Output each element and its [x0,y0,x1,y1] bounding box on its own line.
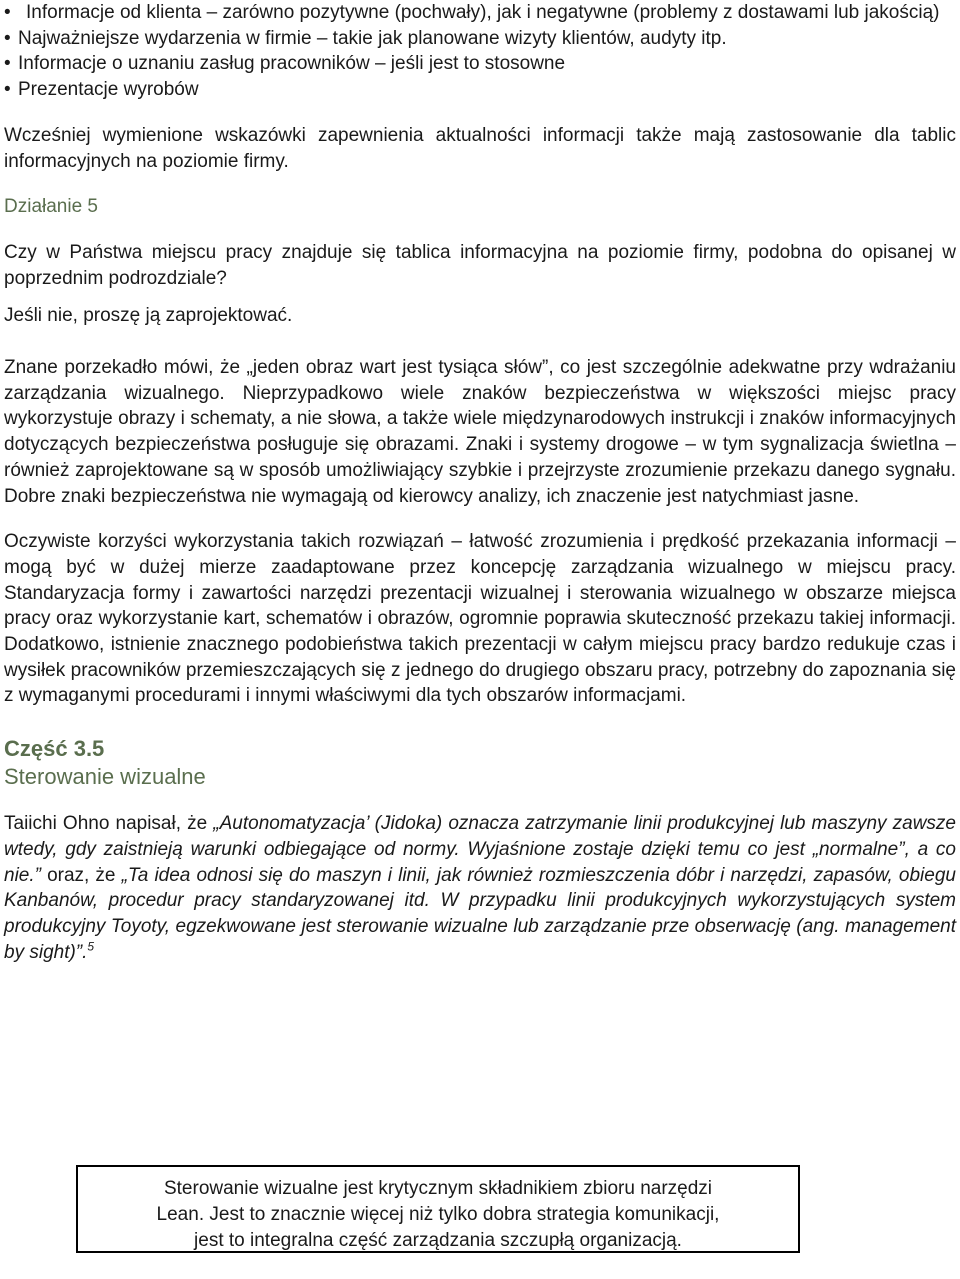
list-item-text: Informacje od klienta – zarówno pozytywne (pochwały), jak i negatywne (problemy z dostawami lub jakością) [26,2,940,23]
box-line: Lean. Jest to znacznie więcej niż tylko dobra strategia komunikacji, [156,1204,720,1225]
ohno-middle: oraz, że [40,864,122,886]
ohno-quote-paragraph [4,811,956,965]
action-question: Czy w Państwa miejscu pracy znajduje się tablica informacyjna na poziomie firmy, podobna do opisanej w poprzednim podrozdziale? [4,241,956,289]
footnote-marker: 5 [87,939,95,954]
bullet-icon: • [4,2,11,23]
bullet-icon: • [4,27,11,49]
action-heading: Działanie 5 [4,196,98,218]
list-item [4,0,956,26]
saying-paragraph: Znane porzekadło mówi, że „jeden obraz wart jest tysiąca słów”, co jest szczególnie adekwatne przy wdrażaniu zarządzania wizualnego. Nieprzypadkowo wiele znaków bezpieczeństwa w większości miejsc pracy wykorzystuje obrazy i schematy, a nie słowa, a także wiele międzynarodowych instrukcji i znaków informacyjnych dotyczących bezpieczeństwa posługuje się obrazami. Znaki i systemy drogowe – w tym sygnalizacja świetlna – również zaprojektowane są w sposób umożliwiający szybkie i przejrzyste zrozumienie przekazu danego sygnału. Dobre znaki bezpieczeństwa nie wymagają od kierowcy analizy, ich znaczenie jest natychmiast jasne. [4,357,956,507]
list-item [4,26,956,52]
list-item-text: Prezentacje wyrobów [18,79,199,101]
intro-paragraph: Wcześniej wymienione wskazówki zapewnienia aktualności informacji także mają zastosowanie dla tablic informacyjnych na poziomie firmy. [4,124,956,172]
ohno-lead: Taiichi Ohno napisał, że [4,813,214,835]
list-item [4,77,956,103]
box-line: Sterowanie wizualne jest krytycznym składnikiem zbioru narzędzi [163,1178,713,1199]
action-instruction: Jeśli nie, proszę ją zaprojektować. [4,305,293,327]
box-line: jest to integralna część zarządzania szczupłą organizacją. [194,1230,682,1251]
list-item [4,51,956,77]
list-item-text: Informacje o uznaniu zasług pracowników – jeśli jest to stosowne [18,53,566,75]
ohno-quote-1: „Autonomatyzacja’ (Jidoka) oznacza zatrzymanie linii produkcyjnej lub maszyny zawsze wtedy, gdy zaistnieją warunki odbiegające od normy. Wyjaśnione zostaje dzięki temu co jest „normalne”, a co nie.” [4,813,956,886]
ohno-quote-2: „Ta idea odnosi się do maszyn i linii, jak również rozmieszczenia dóbr i narzędzi, zapasów, obiegu Kanbanów, procedur pracy standaryzowanej itd. W przypadku linii produkcyjnych wykorzystujących system produkcyjny Toyoty, egzekwowane jest sterowanie wizualne lub zarządzanie prze obserwację (ang. management by sight)”. [4,864,956,963]
bullet-icon: • [4,53,11,75]
bullet-list [4,0,956,103]
document-page [4,0,956,965]
highlight-box [76,1165,800,1253]
section-subtitle: Sterowanie wizualne [4,764,206,790]
section-title: Część 3.5 [4,736,105,762]
list-item-text: Najważniejsze wydarzenia w firmie – takie jak planowane wizyty klientów, audyty itp. [18,27,727,49]
bullet-icon: • [4,79,11,101]
benefits-paragraph: Oczywiste korzyści wykorzystania takich rozwiązań – łatwość zrozumienia i prędkość przekazania informacji – mogą być w dużej mierze zaadaptowane przez koncepcję zarządzania wizualnego w miejscu pracy. Standaryzacja formy i zawartości narzędzi prezentacji wizualnej i sterowania wizualnego w obszarze miejsca pracy oraz wykorzystanie kart, schematów i obrazów, ogromnie poprawia skuteczność przekazu takiej informacji. Dodatkowo, istnienie znacznego podobieństwa takich prezentacji w całym miejscu pracy bardzo redukuje czas i wysiłek pracowników przemieszczających się z jednego do drugiego obszaru pracy, potrzebny do zapoznania się z wymaganymi procedurami i innymi właściwymi dla tych obszarów informacjami. [4,531,956,707]
